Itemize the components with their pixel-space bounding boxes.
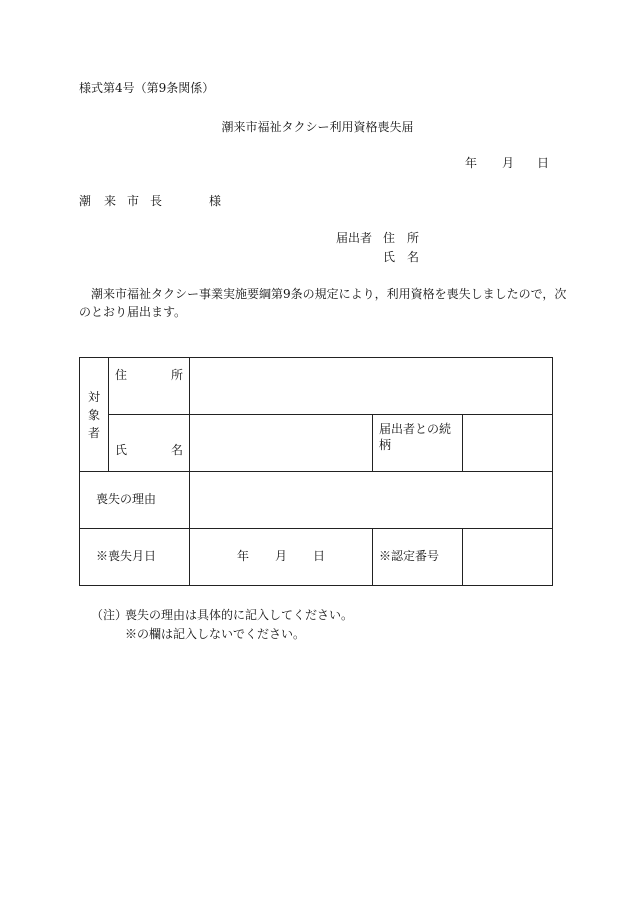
- address-field[interactable]: [190, 358, 553, 415]
- notifier-label: 届出者: [336, 231, 373, 245]
- subject-char-1: 対: [87, 389, 100, 404]
- body-text-line1: 潮来市福祉タクシー事業実施要綱第9条の規定により，利用資格を喪失しましたので，次: [91, 287, 567, 301]
- address-label-char-1: 住: [115, 368, 128, 382]
- form-table: [79, 357, 553, 586]
- cert-number-label: ※認定番号: [379, 549, 440, 564]
- notes-line2: ※の欄は記入しないでください。: [125, 627, 306, 641]
- notes-line1: 喪失の理由は具体的に記入してください。: [125, 608, 354, 622]
- date-day: 日: [537, 156, 550, 170]
- reason-label: 喪失の理由: [96, 492, 157, 507]
- date-year: 年: [465, 156, 478, 170]
- address-label-char-2: 所: [170, 368, 183, 382]
- subject-char-3: 者: [87, 425, 100, 440]
- address-label-cell: [109, 358, 190, 415]
- relation-label: 届出者との続柄: [379, 422, 452, 453]
- document-title: 潮来市福祉タクシー利用資格喪失届: [221, 120, 414, 134]
- loss-date-label-cell: [80, 529, 190, 586]
- subject-char-2: 象: [87, 407, 100, 422]
- addressee-char-2: 来: [104, 194, 117, 208]
- body-text-line2: のとおり届出ます。: [79, 305, 187, 319]
- addressee-char-3: 市: [127, 194, 140, 208]
- relation-field[interactable]: [463, 415, 553, 472]
- reason-label-cell: [80, 472, 190, 529]
- reason-field[interactable]: [190, 472, 553, 529]
- loss-date-label: ※喪失月日: [96, 549, 157, 564]
- notifier-address-label: 住 所: [383, 231, 420, 245]
- notifier-name-label: 氏 名: [383, 250, 420, 264]
- name-field[interactable]: [190, 415, 373, 472]
- relation-label-cell: [373, 415, 463, 472]
- subject-label-cell: [80, 358, 109, 472]
- loss-date-day: 日: [313, 549, 326, 564]
- name-label-char-1: 氏: [115, 443, 128, 457]
- form-number: 様式第4号（第9条関係）: [79, 81, 215, 95]
- cert-number-label-cell: [373, 529, 463, 586]
- cert-number-field[interactable]: [463, 529, 553, 586]
- notes-prefix: （注）: [91, 608, 128, 622]
- addressee-honorific: 様: [209, 194, 222, 208]
- loss-date-field[interactable]: [190, 529, 373, 586]
- addressee-char-1: 潮: [79, 194, 92, 208]
- loss-date-year: 年: [236, 549, 249, 564]
- name-label-char-2: 名: [170, 443, 183, 457]
- date-month: 月: [502, 156, 515, 170]
- addressee-char-4: 長: [150, 194, 163, 208]
- name-label-cell: [109, 415, 190, 472]
- loss-date-month: 月: [274, 549, 287, 564]
